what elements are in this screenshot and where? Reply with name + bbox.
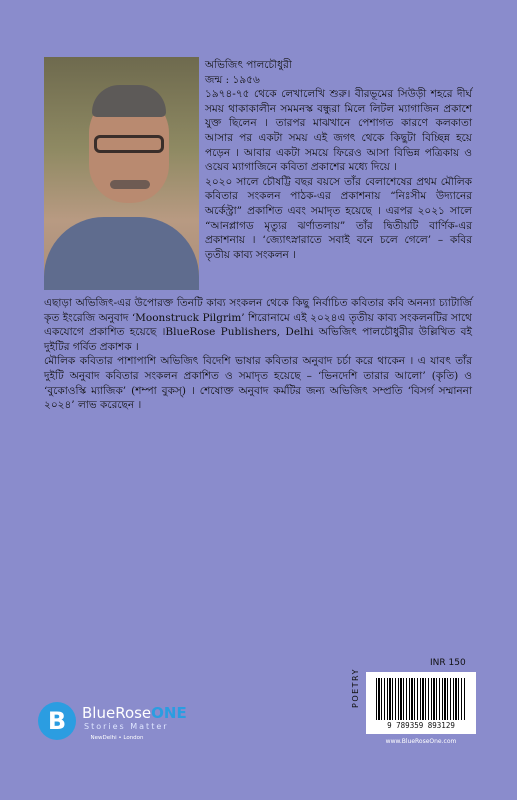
price-label: INR 150 [430,658,466,668]
author-born: জন্ম : ১৯৫৬ [205,73,260,86]
publisher-website: www.BlueRoseOne.com [385,738,457,745]
bio-paragraph-3: এছাড়া অভিজিৎ-এর উপোরক্ত তিনটি কাব্য সংকলন থেকে কিছু নির্বাচিত কবিতার কবি অনন্যা চ্যাটার্জি কৃত ইংরেজি অনুবাদ ‘Moonstruck Pilgrim’ শিরোনামে এই ২০২৪এ তৃতীয় কাব্য সংকলনটির সাথে একযোগে প্রকাশিত হয়েছে ।BlueRose Publishers, Delhi অভিজিৎ পালচৌধুরীর উল্লিখিত বই দুইটির গর্বিত প্রকাশক । [44,297,472,353]
author-bio-bottom [44,296,472,413]
bio-paragraph-4: মৌলিক কবিতার পাশাপাশি অভিজিৎ বিদেশি ভাষার কবিতার অনুবাদ চর্চা করে থাকেন । এ যাবৎ তাঁর দুইটি অনুবাদ কবিতার সংকলন প্রকাশিত ও সমাদৃত হয়েছে – ‘ভিনদেশি তারার আলো’ (কৃতি) ও ‘বুকোওস্কি ম্যাজিক’ (শম্পা বুকস্) । শেষোক্ত অনুবাদ কর্মটির জন্য অভিজিৎ সম্প্রতি ‘বিসর্গ সম্মাননা ২০২৪’ লাভ করেছেন । [44,355,472,412]
publisher-name [82,704,187,722]
publisher-tagline: Stories Matter [84,722,169,731]
bio-paragraph-2: ২০২০ সালে চৌষট্টি বছর বয়সে তাঁর বেলাশেষের প্রথম মৌলিক কবিতার সংকলন পাঠক-এর প্রকাশনায় “নিঃসীম উদ্যানের অর্কেস্ট্রা” প্রকাশিত এবং সমাদৃত হয়েছে । এরপর ২০২১ সালে “আনপ্লাগড মৃত্যুর ঝর্ণাতলায়” তাঁর দ্বিতীয়টি বার্ণিক-এর প্রকাশনায় । ‘জ্যোৎস্নারাতে সবাই বনে চলে গেলে’ – কবির তৃতীয় কাব্য সংকলন । [205,175,472,261]
isbn-number: 9 789359 893129 [387,721,455,730]
publisher-name-part2: ONE [151,704,187,722]
publisher-logo-icon: B [38,702,76,740]
genre-label: POETRY [351,668,360,708]
publisher-locations: NewDelhi • London [90,735,144,741]
author-bio-top [205,58,472,262]
barcode-bars [376,678,466,720]
publisher-name-part1: BlueRose [82,704,152,722]
author-photo [44,57,199,290]
author-name: অভিজিৎ পালচৌধুরী [205,59,292,71]
bio-paragraph-1: ১৯৭৪-৭৫ থেকে লেখালেখি শুরু। বীরভূমের সিউড়ী শহরে দীর্ঘ সময় থাকাকালীন সমমনস্ক বন্ধুরা মিলে লিটল ম্যাগাজিন প্রকাশে যুক্ত ছিলেন । তারপর মাঝখানে পেশাগত কারণে কলকাতা আসার পর একটা সময় এই জগৎ থেকে কিছুটা বিচ্ছিন্ন হয়ে পড়েন । আবার একটা সময়ে ফিরেও আসা বিভিন্ন পত্রিকায় ও ওয়েব ম্যাগাজিনে কবিতা প্রকাশের মধ্যে দিয়ে । [205,88,472,174]
isbn-barcode [366,672,476,734]
